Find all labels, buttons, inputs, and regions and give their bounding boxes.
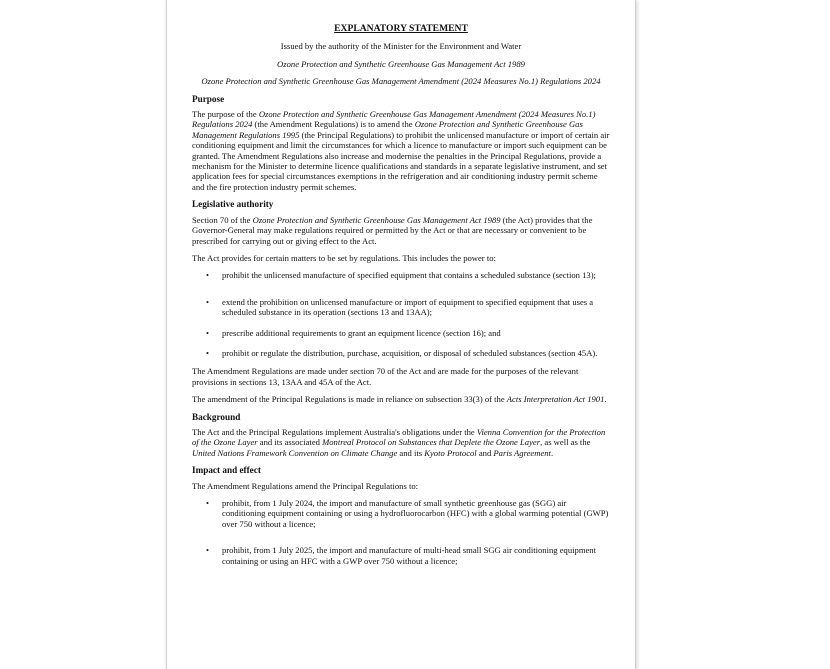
background-text-5: and [476,447,494,458]
list-item [192,545,610,566]
authority-paragraph-1 [192,215,610,246]
bullet-icon: • [206,347,210,358]
purpose-text-3: (the Principal Regulations) to prohibit the unlicensed manufacture or import of certain air conditioning equipment and limit the circumstances for which a licence to manufacture or import such equipment can be granted. The Amendment Regulations also increase and modernise the penalties in the Principal Regulations, provide a mechanism for the Minister to determine licence qualifications and standards in a separate legislative instrument, and set application fees for special circumstances exemptions in the refrigeration and air conditioning industry permit scheme and the fire protection industry permit schemes. [192,129,610,192]
acts-interpretation-title: Acts Interpretation Act 1901 [506,394,605,405]
page-content [192,24,610,576]
bullet-icon: • [206,545,210,556]
impact-heading: Impact and effect [192,465,261,476]
authority-bullet-list [192,270,610,358]
list-item [192,270,610,280]
bullet-icon: • [206,327,210,338]
issued-by: Issued by the authority of the Minister for the Environment and Water [280,41,522,52]
document-title: EXPLANATORY STATEMENT [334,23,468,34]
paris-agreement-title: Paris Agreement [493,447,551,458]
purpose-amendment-regs-title: Ozone Protection and Synthetic Greenhouse Gas Management Amendment (2024 Measures No.1) Regulations 2024 [192,109,596,130]
background-text-3: , as well as the [540,437,591,448]
list-item-text: prohibit the unlicensed manufacture of specified equipment that contains a scheduled substance (section 13); [222,270,596,281]
kyoto-protocol-title: Kyoto Protocol [424,447,477,458]
list-item [192,328,610,338]
authority-heading: Legislative authority [192,199,274,210]
purpose-text-2: (the Amendment Regulations) is to amend the [252,119,415,130]
authority-text-3: The amendment of the Principal Regulations is made in reliance on subsection 33(3) of the [192,394,507,405]
bullet-icon: • [206,296,210,307]
list-item [192,498,610,529]
list-item-text: prohibit, from 1 July 2025, the import and manufacture of multi-head small SGG air conditioning equipment containing or using an HFC with a GWP over 750 without a licence; [222,545,596,566]
impact-bullet-list [192,498,610,566]
background-heading: Background [192,411,241,422]
act-title: Ozone Protection and Synthetic Greenhouse Gas Management Act 1989 [277,58,525,69]
purpose-heading: Purpose [192,93,225,104]
authority-text-1: Section 70 of the [192,214,253,225]
list-item [192,297,610,318]
bullet-icon: • [206,270,210,281]
authority-paragraph-2: The Act provides for certain matters to be set by regulations. This includes the power to: [192,252,496,263]
list-item-text: prohibit or regulate the distribution, purchase, acquisition, or disposal of scheduled substances (section 45A). [222,347,598,358]
authority-text-4: . [604,394,607,405]
authority-paragraph-3: The Amendment Regulations are made under section 70 of the Act and are made for the purposes of the relevant provisions in sections 13, 13AA and 45A of the Act. [192,366,579,387]
unfccc-title: United Nations Framework Convention on Climate Change [192,447,398,458]
list-item-text: extend the prohibition on unlicensed manufacture or import of equipment to specified equipment that uses a scheduled substance in its operation (sections 13 and 13AA); [222,296,594,318]
purpose-paragraph [192,109,610,192]
bullet-icon: • [206,498,210,508]
authority-paragraph-4 [192,394,610,404]
list-item-text: prohibit, from 1 July 2024, the import and manufacture of small synthetic greenhouse gas (SGG) air conditioning equipment containing or using a hydrofluorocarbon (HFC) with a global warming potential (GWP) over 750 without a licence; [222,498,609,529]
background-paragraph [192,427,610,458]
list-item-text: prescribe additional requirements to grant an equipment licence (section 16); and [222,327,501,338]
background-text-2: and its associated [257,437,323,448]
list-item [192,348,610,358]
authority-text-2: (the Act) provides that the Governor-General may make regulations required or permitted by the Act or that are necessary or convenient to be prescribed for carrying out or giving effect to the Act. [192,214,593,246]
montreal-protocol-title: Montreal Protocol on Substances that Deplete the Ozone Layer [322,437,541,448]
background-text-4: and its [397,447,425,458]
background-text-1: The Act and the Principal Regulations implement Australia's obligations under the [192,426,477,437]
regulations-title: Ozone Protection and Synthetic Greenhouse Gas Management Amendment (2024 Measures No.1) Regulations 2024 [201,76,601,87]
authority-act-title: Ozone Protection and Synthetic Greenhouse Gas Management Act 1989 [252,214,501,225]
background-text-6: . [550,447,554,458]
purpose-text-1: The purpose of the [192,109,259,120]
impact-paragraph: The Amendment Regulations amend the Principal Regulations to: [192,480,419,491]
vienna-convention-title: Vienna Convention for the Protection of the Ozone Layer [192,426,606,448]
purpose-principal-regs-title: Ozone Protection and Synthetic Greenhouse Gas Management Regulations 1995 [192,119,583,140]
document-page [166,0,636,669]
